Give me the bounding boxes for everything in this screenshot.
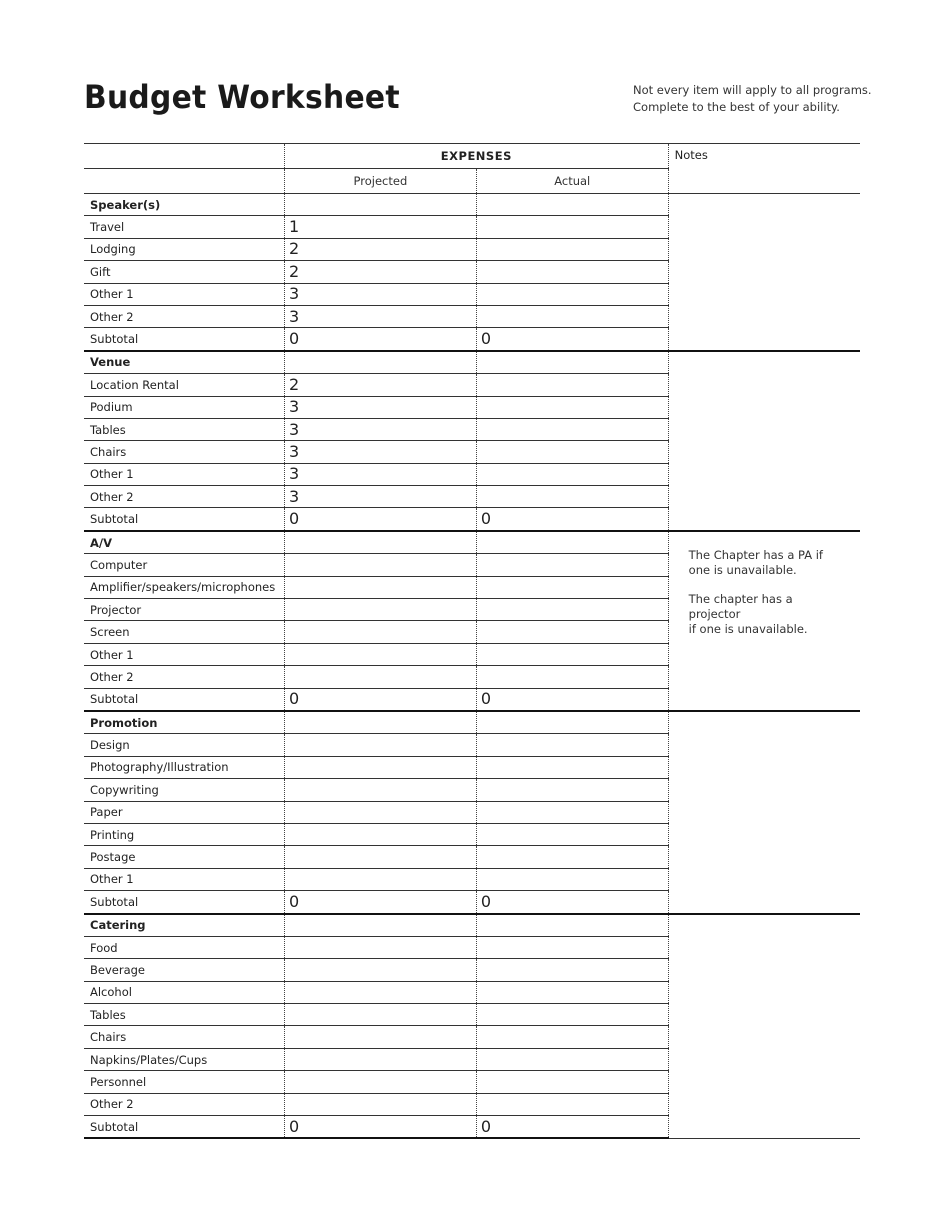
- actual-cell[interactable]: [476, 846, 668, 868]
- actual-cell[interactable]: [476, 734, 668, 756]
- actual-cell[interactable]: [476, 576, 668, 598]
- projected-cell[interactable]: 3: [285, 396, 477, 418]
- notes-content: [669, 352, 860, 368]
- projected-cell[interactable]: 2: [285, 238, 477, 260]
- projected-cell[interactable]: 1: [285, 216, 477, 238]
- section-notes[interactable]: [668, 194, 860, 351]
- actual-cell[interactable]: [476, 981, 668, 1003]
- actual-cell[interactable]: [476, 351, 668, 374]
- subtotal-label: Subtotal: [84, 1116, 285, 1139]
- actual-cell[interactable]: [476, 194, 668, 216]
- projected-cell[interactable]: 2: [285, 261, 477, 283]
- notes-content: [669, 712, 860, 728]
- section-title: Venue: [84, 351, 285, 374]
- projected-header: Projected: [285, 169, 477, 194]
- section-title: Speaker(s): [84, 194, 285, 216]
- line-item-label: Alcohol: [84, 981, 285, 1003]
- line-item-label: Amplifier/speakers/microphones: [84, 576, 285, 598]
- actual-cell[interactable]: 0: [476, 328, 668, 351]
- projected-cell[interactable]: [285, 576, 477, 598]
- actual-cell[interactable]: [476, 554, 668, 576]
- notes-content: [669, 194, 860, 210]
- instruction-line: Complete to the best of your ability.: [633, 100, 840, 114]
- projected-cell[interactable]: [285, 801, 477, 823]
- actual-cell[interactable]: [476, 441, 668, 463]
- actual-cell[interactable]: [476, 599, 668, 621]
- subtotal-label: Subtotal: [84, 328, 285, 351]
- actual-cell[interactable]: [476, 1093, 668, 1115]
- line-item-label: Design: [84, 734, 285, 756]
- section-header-row: [84, 194, 860, 216]
- line-item-label: Printing: [84, 823, 285, 845]
- actual-cell[interactable]: [476, 779, 668, 801]
- line-item-label: Beverage: [84, 959, 285, 981]
- line-item-label: Other 2: [84, 666, 285, 688]
- projected-cell[interactable]: 0: [285, 1116, 477, 1139]
- projected-cell[interactable]: [285, 1093, 477, 1115]
- section-notes[interactable]: [668, 531, 860, 711]
- expenses-header: EXPENSES: [285, 144, 669, 169]
- projected-cell[interactable]: [285, 351, 477, 374]
- line-item-label: Other 1: [84, 283, 285, 305]
- subtotal-label: Subtotal: [84, 688, 285, 711]
- projected-cell[interactable]: [285, 756, 477, 778]
- budget-table: [84, 143, 860, 1139]
- line-item-label: Other 2: [84, 305, 285, 327]
- line-item-label: Personnel: [84, 1071, 285, 1093]
- projected-cell[interactable]: [285, 643, 477, 665]
- note-line-part: The chapter has a projector: [688, 591, 793, 621]
- actual-cell[interactable]: [476, 756, 668, 778]
- projected-cell[interactable]: 3: [285, 305, 477, 327]
- projected-cell[interactable]: 0: [285, 891, 477, 914]
- actual-cell[interactable]: [476, 1004, 668, 1026]
- line-item-label: Tables: [84, 1004, 285, 1026]
- line-item-label: Food: [84, 936, 285, 958]
- actual-cell[interactable]: [476, 283, 668, 305]
- instructions: [633, 82, 872, 116]
- projected-cell[interactable]: [285, 1071, 477, 1093]
- actual-cell[interactable]: 0: [476, 508, 668, 531]
- section-header-row: [84, 914, 860, 937]
- projected-cell[interactable]: [285, 554, 477, 576]
- actual-cell[interactable]: [476, 936, 668, 958]
- note-line: The Chapter has a PA if one is unavailable.: [688, 547, 823, 577]
- projected-cell[interactable]: [285, 981, 477, 1003]
- actual-cell[interactable]: [476, 486, 668, 508]
- page-title: Budget Worksheet: [84, 78, 400, 116]
- actual-cell[interactable]: [476, 621, 668, 643]
- line-item-label: Lodging: [84, 238, 285, 260]
- section-title: Promotion: [84, 711, 285, 734]
- actual-cell[interactable]: [476, 868, 668, 890]
- header-blank: [84, 169, 285, 194]
- actual-cell[interactable]: [476, 261, 668, 283]
- header-row-main: [84, 144, 860, 169]
- actual-cell[interactable]: 0: [476, 1116, 668, 1139]
- actual-cell[interactable]: [476, 418, 668, 440]
- section-header-row: [84, 531, 860, 554]
- actual-cell[interactable]: [476, 1026, 668, 1048]
- actual-cell[interactable]: [476, 823, 668, 845]
- projected-cell[interactable]: 3: [285, 463, 477, 485]
- line-item-label: Chairs: [84, 441, 285, 463]
- projected-cell[interactable]: [285, 1004, 477, 1026]
- actual-cell[interactable]: [476, 914, 668, 937]
- line-item-label: Gift: [84, 261, 285, 283]
- notes-content: [669, 915, 860, 931]
- projected-cell[interactable]: 0: [285, 328, 477, 351]
- actual-cell[interactable]: [476, 374, 668, 396]
- actual-cell[interactable]: [476, 1048, 668, 1070]
- actual-header: Actual: [476, 169, 668, 194]
- line-item-label: Podium: [84, 396, 285, 418]
- section-notes[interactable]: [668, 914, 860, 1139]
- projected-cell[interactable]: [285, 936, 477, 958]
- instruction-line: Not every item will apply to all programs.: [633, 83, 872, 97]
- actual-cell[interactable]: [476, 531, 668, 554]
- projected-cell[interactable]: [285, 1048, 477, 1070]
- actual-cell[interactable]: [476, 463, 668, 485]
- actual-cell[interactable]: [476, 216, 668, 238]
- actual-cell[interactable]: 0: [476, 688, 668, 711]
- line-item-label: Screen: [84, 621, 285, 643]
- line-item-label: Chairs: [84, 1026, 285, 1048]
- actual-cell[interactable]: [476, 801, 668, 823]
- line-item-label: Projector: [84, 599, 285, 621]
- projected-cell[interactable]: 3: [285, 418, 477, 440]
- actual-cell[interactable]: [476, 643, 668, 665]
- projected-cell[interactable]: [285, 621, 477, 643]
- line-item-label: Computer: [84, 554, 285, 576]
- line-item-label: Tables: [84, 418, 285, 440]
- actual-cell[interactable]: [476, 711, 668, 734]
- actual-cell[interactable]: [476, 1071, 668, 1093]
- projected-cell[interactable]: [285, 868, 477, 890]
- line-item-label: Postage: [84, 846, 285, 868]
- subtotal-label: Subtotal: [84, 508, 285, 531]
- section-header-row: [84, 351, 860, 374]
- note-line: [689, 592, 840, 637]
- line-item-label: Other 1: [84, 643, 285, 665]
- projected-cell[interactable]: [285, 194, 477, 216]
- projected-cell[interactable]: [285, 959, 477, 981]
- section-header-row: [84, 711, 860, 734]
- actual-cell[interactable]: [476, 396, 668, 418]
- projected-cell[interactable]: [285, 711, 477, 734]
- projected-cell[interactable]: [285, 914, 477, 937]
- line-item-label: Other 2: [84, 486, 285, 508]
- line-item-label: Copywriting: [84, 779, 285, 801]
- line-item-label: Other 2: [84, 1093, 285, 1115]
- subtotal-label: Subtotal: [84, 891, 285, 914]
- projected-cell[interactable]: 0: [285, 688, 477, 711]
- section-title: A/V: [84, 531, 285, 554]
- projected-cell[interactable]: 2: [285, 374, 477, 396]
- projected-cell[interactable]: 3: [285, 283, 477, 305]
- projected-cell[interactable]: [285, 599, 477, 621]
- projected-cell[interactable]: [285, 734, 477, 756]
- section-notes[interactable]: [668, 711, 860, 914]
- line-item-label: Paper: [84, 801, 285, 823]
- notes-content: [669, 532, 860, 637]
- actual-cell[interactable]: [476, 305, 668, 327]
- projected-cell[interactable]: [285, 846, 477, 868]
- notes-header: Notes: [668, 144, 860, 194]
- projected-cell[interactable]: [285, 666, 477, 688]
- projected-cell[interactable]: 0: [285, 508, 477, 531]
- line-item-label: Napkins/Plates/Cups: [84, 1048, 285, 1070]
- projected-cell[interactable]: [285, 823, 477, 845]
- line-item-label: Other 1: [84, 868, 285, 890]
- note-line-part: if one is unavailable.: [688, 621, 808, 636]
- projected-cell[interactable]: 3: [285, 486, 477, 508]
- header-blank: [84, 144, 285, 169]
- line-item-label: Location Rental: [84, 374, 285, 396]
- section-notes[interactable]: [668, 351, 860, 531]
- actual-cell[interactable]: [476, 959, 668, 981]
- projected-cell[interactable]: 3: [285, 441, 477, 463]
- actual-cell[interactable]: 0: [476, 891, 668, 914]
- section-title: Catering: [84, 914, 285, 937]
- actual-cell[interactable]: [476, 666, 668, 688]
- projected-cell[interactable]: [285, 531, 477, 554]
- projected-cell[interactable]: [285, 1026, 477, 1048]
- line-item-label: Photography/Illustration: [84, 756, 285, 778]
- projected-cell[interactable]: [285, 779, 477, 801]
- line-item-label: Travel: [84, 216, 285, 238]
- actual-cell[interactable]: [476, 238, 668, 260]
- line-item-label: Other 1: [84, 463, 285, 485]
